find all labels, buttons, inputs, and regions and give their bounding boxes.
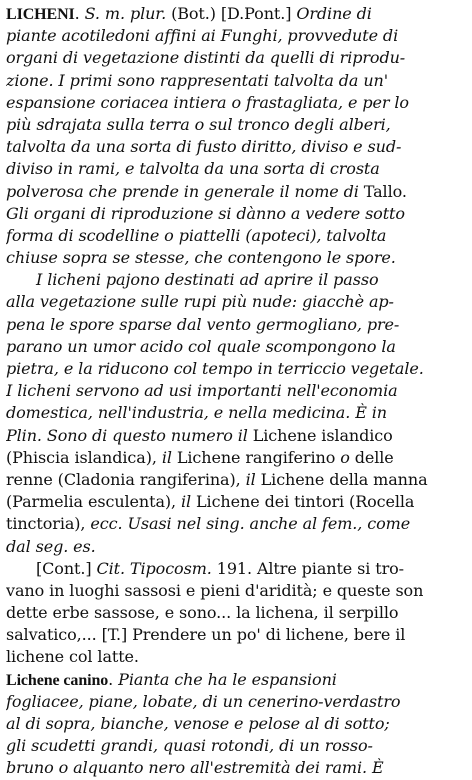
text-line — [6, 358, 466, 380]
text-line — [6, 469, 466, 491]
text-line — [6, 380, 466, 402]
text-line — [6, 536, 466, 558]
text-run: organi di vegetazione distinti da quelli di riprodu- — [6, 48, 406, 68]
text-line — [6, 713, 466, 735]
text-line — [6, 491, 466, 513]
text-run: Ordine di — [296, 4, 372, 23]
text-line — [6, 558, 466, 580]
text-line — [6, 602, 466, 624]
text-run: Pianta che ha le espansioni — [118, 669, 337, 689]
text-run: Cit. Tipocosm. — [96, 558, 212, 578]
text-line — [6, 70, 466, 92]
text-run: Gli organi di riproduzione si dànno a vedere sotto — [6, 203, 405, 223]
text-line — [6, 114, 466, 136]
text-run: renne (Cladonia rangiferina), — [6, 469, 246, 489]
text-run: alla vegetazione sulle rupi più nude: giacchè ap- — [6, 292, 394, 312]
text-run: Lichene islandico — [252, 425, 393, 445]
text-run: I licheni pajono destinati ad aprire il passo — [36, 270, 379, 290]
text-run: espansione coriacea intiera o frastagliata, e per lo — [6, 92, 409, 112]
text-run: forma di scodelline o piattelli (apoteci), talvolta — [6, 225, 387, 245]
text-run: dal seg. es. — [6, 536, 96, 556]
text-run: Tallo. — [363, 181, 407, 201]
text-line — [6, 181, 466, 203]
text-line — [6, 624, 466, 646]
text-line — [6, 314, 466, 336]
text-line — [6, 92, 466, 114]
text-run: chiuse sopra se stesse, che contengono le spore. — [6, 248, 396, 268]
text-line — [6, 247, 466, 269]
text-run: bruno o alquanto nero all'estremità dei rami. È — [6, 758, 384, 778]
text-line — [6, 735, 466, 757]
text-line — [6, 25, 466, 47]
text-run: il — [181, 492, 197, 512]
text-run: salvatico,... [T.] Prendere un po' di lichene, bere il — [6, 625, 406, 645]
text-run: Lichene della manna — [260, 469, 428, 489]
text-run: pena le spore sparse dal vento germogliano, pre- — [6, 314, 400, 334]
text-run: . — [108, 669, 119, 689]
text-line — [6, 336, 466, 358]
text-line — [6, 580, 466, 602]
text-line — [6, 291, 466, 313]
text-run: il — [161, 447, 177, 467]
text-line — [6, 669, 466, 691]
text-run: delle — [354, 447, 394, 467]
text-run: [Cont.] — [36, 558, 97, 578]
entry-licheni — [6, 3, 466, 669]
text-line — [6, 513, 466, 535]
text-line — [6, 691, 466, 713]
text-run: polverosa che prende in generale il nome di — [6, 181, 364, 201]
text-line — [6, 136, 466, 158]
entry-lichene-canino — [6, 669, 466, 780]
text-run: talvolta da una sorta di fusto diritto, diviso e sud- — [6, 137, 402, 157]
text-run: ecc. Usasi nel sing. anche al fem., come — [90, 514, 411, 534]
text-run: vano in luoghi sassosi e pieni d'aridità; e queste son — [6, 580, 424, 600]
text-run: più sdrajata sulla terra o sul tronco degli alberi, — [6, 114, 391, 134]
headword: LICHENI — [6, 6, 75, 23]
text-line — [6, 47, 466, 69]
text-run: 191. Altre piante si tro- — [211, 558, 404, 578]
text-run: domestica, nell'industria, e nella medicina. È in — [6, 403, 388, 423]
text-run: (Parmelia esculenta), — [6, 492, 181, 512]
text-run: zione. I primi sono rappresentati talvolta da un' — [6, 70, 389, 90]
text-run: . — [74, 4, 85, 23]
text-line — [6, 269, 466, 291]
text-line — [6, 425, 466, 447]
text-run: Lichene dei tintori (Rocella — [196, 492, 415, 512]
text-run: o — [340, 447, 355, 467]
text-line — [6, 447, 466, 469]
text-line — [6, 158, 466, 180]
text-run: I licheni servono ad usi importanti nell'economia — [6, 381, 398, 401]
text-run: tinctoria), — [6, 514, 91, 534]
text-line — [6, 3, 466, 25]
text-run: dette erbe sassose, e sono... la lichena, il serpillo — [6, 603, 399, 623]
text-run: Lichene rangiferino — [176, 447, 341, 467]
text-run: piante acotiledoni affini ai Funghi, provvedute di — [6, 26, 399, 46]
text-line — [6, 402, 466, 424]
text-line — [6, 203, 466, 225]
text-run: pietra, e la riducono col tempo in terriccio vegetale. — [6, 359, 424, 378]
text-run: parano un umor acido col quale scompongono la — [6, 336, 396, 356]
text-run: gli scudetti grandi, quasi rotondi, di un rosso- — [6, 736, 373, 756]
text-run: diviso in rami, e talvolta da una sorta di crosta — [6, 159, 380, 179]
text-run: (Phiscia islandica), — [6, 447, 162, 467]
text-run: il — [245, 469, 261, 489]
text-run: al di sopra, bianche, venose e pelose al di sotto; — [6, 714, 390, 733]
text-run: (Bot.) [D.Pont.] — [166, 4, 297, 23]
text-run: Plin. Sono di questo numero il — [6, 425, 253, 445]
text-run: S. m. plur. — [84, 4, 167, 23]
text-line — [6, 225, 466, 247]
text-line — [6, 646, 466, 668]
text-line — [6, 757, 466, 779]
headword: Lichene canino — [6, 671, 109, 689]
text-run: lichene col latte. — [6, 647, 139, 667]
text-run: fogliacee, piane, lobate, di un cenerino-verdastro — [6, 691, 401, 711]
